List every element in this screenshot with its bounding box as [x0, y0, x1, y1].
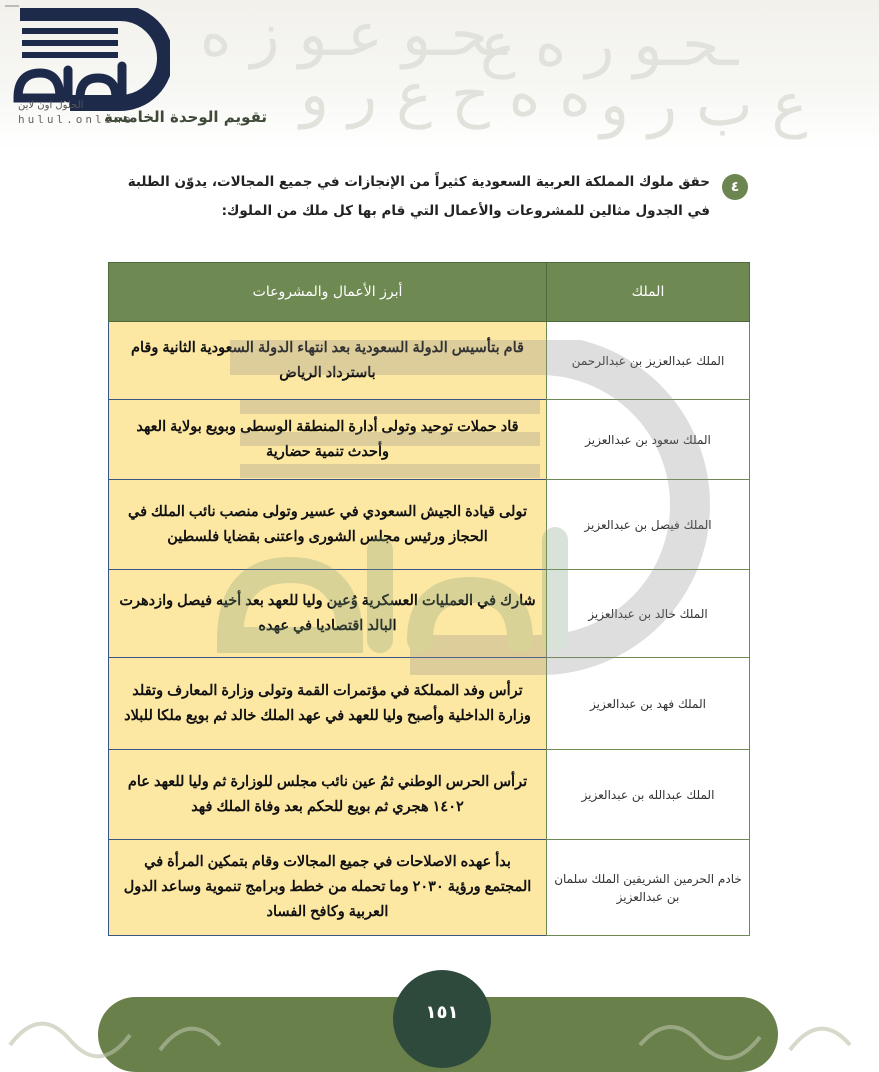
unit-title: تقويم الوحدة الخامسة [103, 108, 267, 126]
works-answer-cell[interactable]: قام بتأسيس الدولة السعودية بعد انتهاء الدولة السعودية الثانية وقام باسترداد الرياض [109, 322, 547, 400]
king-name-cell: خادم الحرمين الشريفين الملك سلمان بن عبدالعزيز [547, 840, 750, 936]
question-text: حقق ملوك المملكة العربية السعودية كثيراً من الإنجازات في جميع المجالات، يدوّن الطلبة في الجدول مثالين للمشروعات والأعمال التي قام بها كل ملك من الملوك: [127, 174, 710, 219]
table-row [109, 480, 750, 570]
crop-mark [5, 5, 19, 7]
logo-tagline: الحلول اون لاين [18, 100, 84, 111]
works-answer-cell[interactable]: ترأس وفد المملكة في مؤتمرات القمة وتولى وزارة المعارف وتقلد وزارة الداخلية وأصبح وليا للعهد في عهد الملك خالد ثم بويع ملكا للبلاد [109, 658, 547, 750]
king-name-cell: الملك عبدالعزيز بن عبدالرحمن [547, 322, 750, 400]
king-name-cell: الملك عبدالله بن عبدالعزيز [547, 750, 750, 840]
works-answer-cell[interactable]: قاد حملات توحيد وتولى أدارة المنطقة الوسطى وبويع بولاية العهد وأحدث تنمية حضارية [109, 400, 547, 480]
table-row [109, 322, 750, 400]
table-header-row [109, 263, 750, 322]
table-row [109, 840, 750, 936]
works-answer-cell[interactable]: ترأس الحرس الوطني ثمُ عين نائب مجلس للوزارة ثم وليا للعهد عام ١٤٠٢ هجري ثم بويع للحكم بعد وفاة الملك فهد [109, 750, 547, 840]
works-answer-cell[interactable]: تولى قيادة الجيش السعودي في عسير وتولى منصب نائب الملك في الحجاز ورئيس مجلس الشورى واعتنى بقضايا فلسطين [109, 480, 547, 570]
header-calligraphy-background: ـحـو عـو ز ه ـحـو ر ه ع ه ه ح ع ر و ع ب ر و [0, 0, 879, 150]
table-row [109, 750, 750, 840]
page-number: ١٥١ [393, 970, 491, 1068]
works-answer-cell[interactable]: شارك في العمليات العسكرية وُعين وليا للعهد بعد أخيه فيصل وازدهرت البالد اقتصاديا في عهده [109, 570, 547, 658]
header-works: أبرز الأعمال والمشروعات [109, 263, 547, 322]
king-name-cell: الملك فيصل بن عبدالعزيز [547, 480, 750, 570]
king-name-cell: الملك خالد بن عبدالعزيز [547, 570, 750, 658]
table-row [109, 658, 750, 750]
logo-url: hulul.online [18, 113, 134, 126]
table-row [109, 570, 750, 658]
king-name-cell: الملك فهد بن عبدالعزيز [547, 658, 750, 750]
header-king: الملك [547, 263, 750, 322]
table-row [109, 400, 750, 480]
king-name-cell: الملك سعود بن عبدالعزيز [547, 400, 750, 480]
question-number-badge: ٤ [722, 174, 748, 200]
kings-table [108, 262, 750, 936]
works-answer-cell[interactable]: بدأ عهده الاصلاحات في جميع المجالات وقام بتمكين المرأة في المجتمع ورؤية ٢٠٣٠ وما تحمله من خطط وبرامج تنموية وساعد الدول العربية وكافح الفساد [109, 840, 547, 936]
